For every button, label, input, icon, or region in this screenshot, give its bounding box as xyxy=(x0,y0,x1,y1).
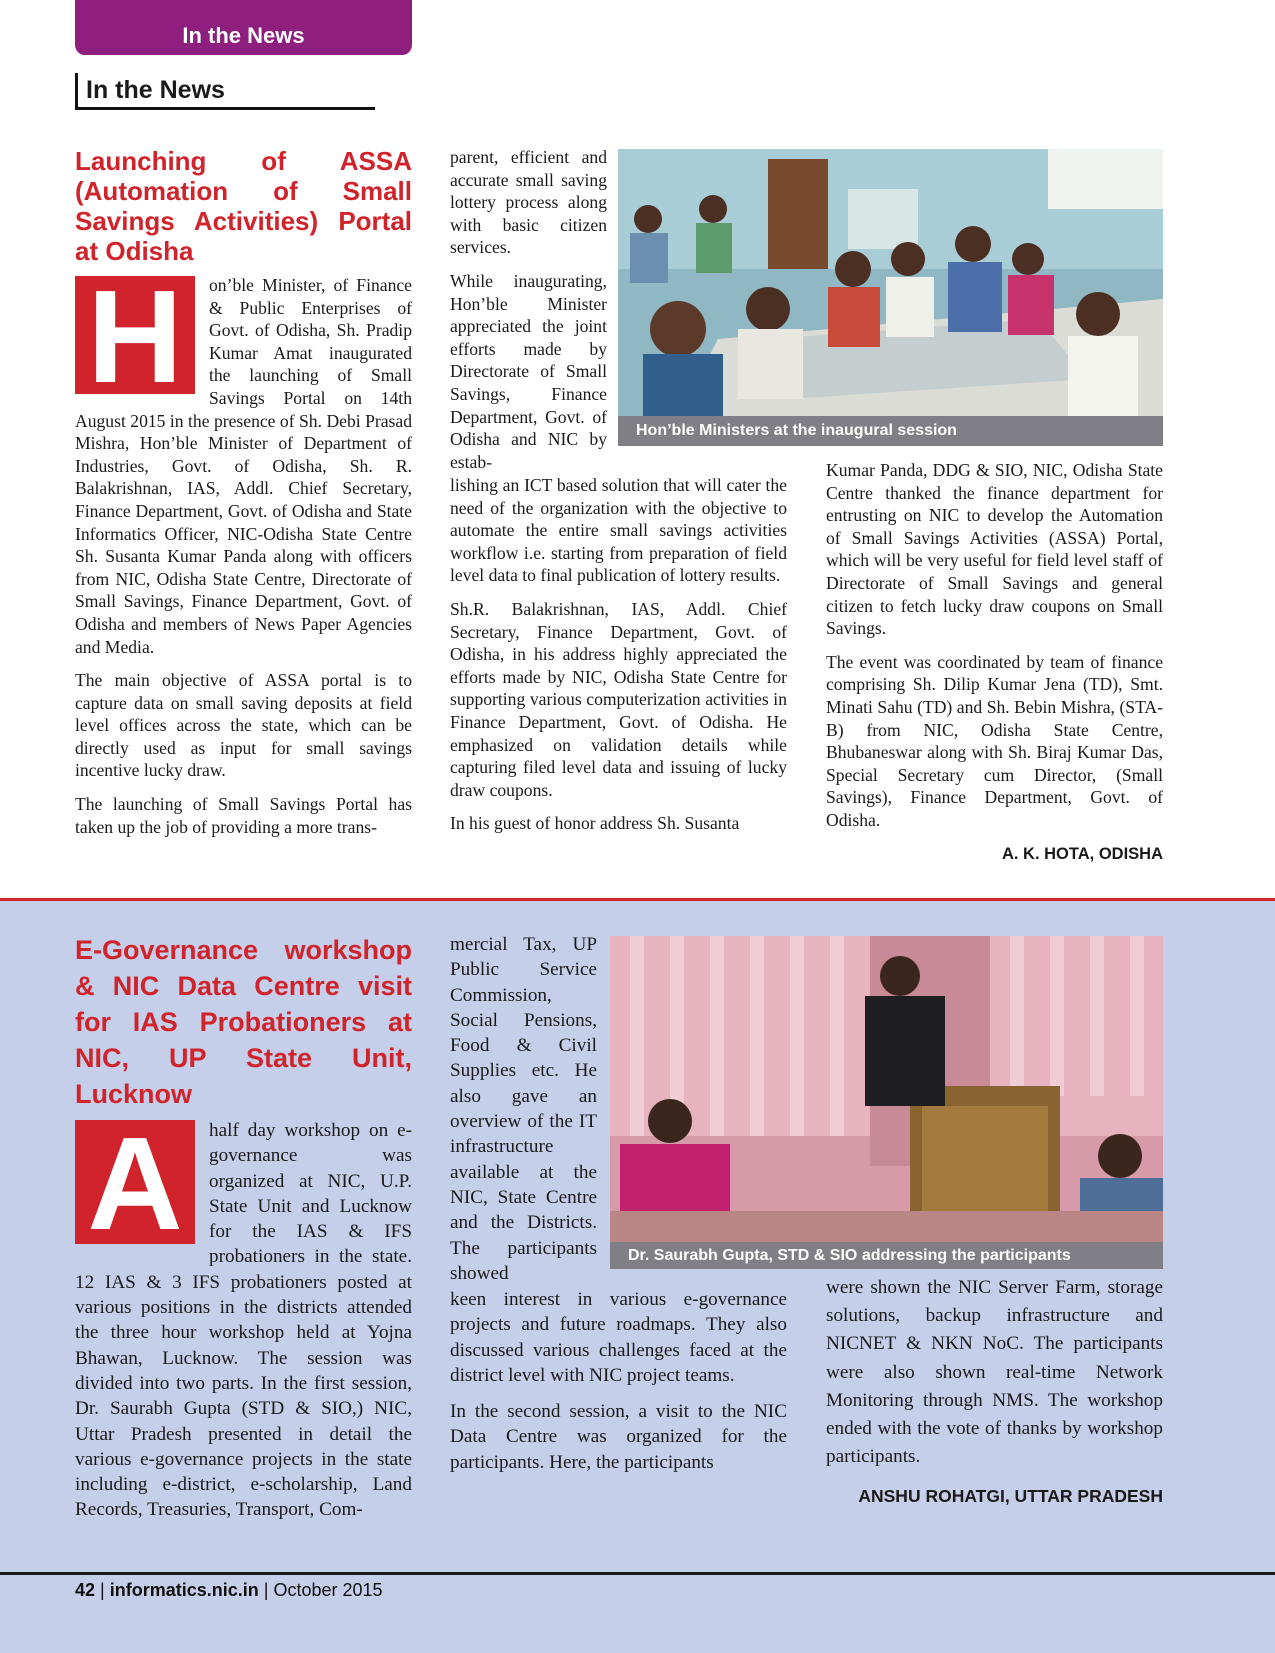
page-number: 42 xyxy=(75,1580,96,1600)
article1-paragraph: parent, efficient and accurate small saving lottery process along with basic citizen services. xyxy=(450,147,607,258)
article2-headline: E-Governance workshop & NIC Data Centre visit for IAS Probationers at NIC, UP State Unit, Lucknow xyxy=(75,935,412,1109)
article1-byline: A. K. HOTA, ODISHA xyxy=(1001,844,1163,863)
article1-paragraph: Kumar Panda, DDG & SIO, NIC, Odisha State Centre thanked the finance department for entrusting on NIC to develop the Automation of Small Savings Activities (ASSA) Portal, which will be very useful for field level staff of Directorate of Small Savings and general citizen to fetch lucky draw coupons on Small Savings. xyxy=(826,460,1163,639)
article1-paragraph: on’ble Minister, of Finance & Public Enterprises of Govt. of Odisha, Sh. Pradip Kumar Amat inaugurated the launching of Small Savings Portal on 14th August 2015 in the presence of Sh. Debi Prasad Mishra, Hon’ble Minister of Department of Industries, Govt. of Odisha, Sh. R. Balakrishnan, IAS, Addl. Chief Secretary, Finance Department, Govt. of Odisha and State Informatics Officer, NIC-Odisha State Centre Sh. Susanta Kumar Panda along with officers from NIC, Odisha State Centre, Directorate of Small Savings, Finance Department, Govt. of Odisha and members of News Paper Agencies and Media. xyxy=(75,275,412,657)
article2-byline: ANSHU ROHATGI, UTTAR PRADESH xyxy=(858,1486,1163,1507)
article2-paragraph: half day workshop on e-governance was organized at NIC, U.P. State Unit and Lucknow for the IAS & IFS probationers in the state. 12 IAS & 3 IFS probationers posted at various positions in the districts attended the three hour workshop held at Yojna Bhawan, Lucknow. The session was divided into two parts. In the first session, Dr. Saurabh Gupta (STD & SIO,) NIC, Uttar Pradesh presented in detail the various e-governance projects in the state including e-district, e-scholarship, Land Records, Treasuries, Transport, Com- xyxy=(75,1120,412,1521)
article1-paragraph: In his guest of honor address Sh. Susanta xyxy=(450,813,740,834)
meeting-photo-image xyxy=(618,149,1163,416)
article2-paragraph: mercial Tax, UP Public Service Commission, Social Pensions, Food & Civil Supplies etc. He also gave an overview of the IT infrastructure available at the NIC, State Centre and the Districts. The participants showed xyxy=(450,934,597,1284)
article1-column-2-top xyxy=(450,146,607,484)
section-tab: In the News xyxy=(75,0,412,55)
footer-site: informatics.nic.in xyxy=(109,1580,259,1600)
article2-column-2-bottom xyxy=(450,1287,787,1486)
workshop-photo-image xyxy=(610,936,1163,1242)
article1-column-1 xyxy=(75,146,412,849)
article2-column-3 xyxy=(826,1274,1163,1511)
article2-photo-caption: Dr. Saurabh Gupta, STD & SIO addressing the participants xyxy=(610,1242,1163,1269)
article1-paragraph: While inaugurating, Hon’ble Minister appreciated the joint efforts made by Directorate of Small Savings, Finance Department, Govt. of Odisha and NIC by estab- xyxy=(450,270,607,472)
article1-photo-caption: Hon’ble Ministers at the inaugural session xyxy=(618,416,1163,446)
footer-date: October 2015 xyxy=(273,1580,383,1600)
article2-column-1 xyxy=(75,932,412,1534)
article1-paragraph: The main objective of ASSA portal is to capture data on small saving deposits at field level offices across the state, which can be directly used as input for small savings incentive lucky draw. xyxy=(75,670,412,781)
article1-paragraph: Sh.R. Balakrishnan, IAS, Addl. Chief Secretary, Finance Department, Govt. of Odisha, in his address highly appreciated the efforts made by NIC, Odisha State Centre for supporting various computerization activities in Finance Department, Govt. of Odisha. He emphasized on validation details while capturing filed level data and issuing of lucky draw coupons. xyxy=(450,598,787,800)
footer-separator: | xyxy=(100,1580,105,1600)
article2-paragraph: In the second session, a visit to the NIC Data Centre was organized for the participants. Here, the participants xyxy=(450,1401,787,1473)
article1-photo xyxy=(618,149,1163,416)
article2-photo xyxy=(610,936,1163,1242)
article2-column-2-top xyxy=(450,932,597,1297)
article2-dropcap: A xyxy=(75,1120,195,1244)
article2-paragraph: keen interest in various e-governance projects and future roadmaps. They also discussed various challenges faced at the district level with NIC project teams. xyxy=(450,1289,787,1386)
article1-paragraph: The launching of Small Savings Portal has taken up the job of providing a more trans- xyxy=(75,794,412,837)
article1-column-2-bottom xyxy=(450,474,787,846)
footer-rule xyxy=(0,1572,1275,1575)
footer-separator: | xyxy=(263,1580,269,1600)
article1-paragraph: The event was coordinated by team of finance comprising Sh. Dilip Kumar Jena (TD), Smt. Minati Sahu (TD) and Sh. Bebin Mishra, (STA-B) from NIC, Odisha State Centre, Bhubaneswar along with Sh. Biraj Kumar Das, Special Secretary cum Director, (Small Savings), Finance Department, Govt. of Odisha. xyxy=(826,651,1163,830)
page-footer xyxy=(75,1580,383,1601)
section-title: In the News xyxy=(75,73,375,110)
article1-column-3 xyxy=(826,459,1163,865)
article1-paragraph: lishing an ICT based solution that will cater the need of the organization with the objective to automate the entire small savings activities workflow i.e. starting from preparation of field level data to final publication of lottery results. xyxy=(450,475,787,586)
article1-headline: Launching of ASSA (Automation of Small Savings Activities) Portal at Odisha xyxy=(75,146,412,266)
article1-dropcap: H xyxy=(75,276,195,394)
article2-paragraph: were shown the NIC Server Farm, storage solutions, backup infrastructure and NICNET & NKN NoC. The participants were also shown real-time Network Monitoring through NMS. The workshop ended with the vote of thanks by workshop participants. xyxy=(826,1277,1163,1468)
